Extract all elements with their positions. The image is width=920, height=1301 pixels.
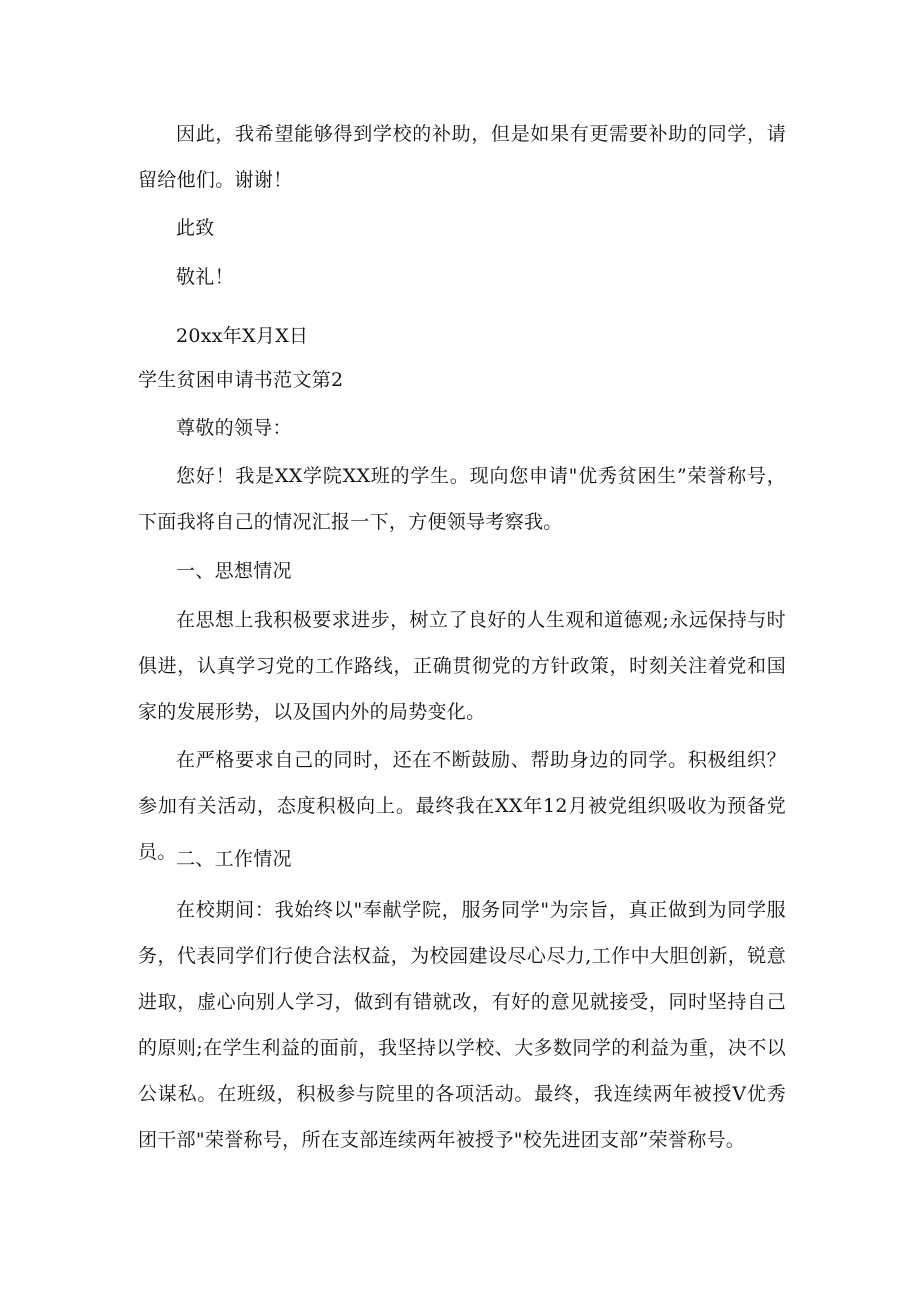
heading-thought: 一、思想情况 — [176, 560, 292, 582]
heading-work: 二、工作情况 — [176, 848, 292, 870]
paragraph-salutation-jingli: 敬礼！ — [176, 266, 234, 288]
paragraph-help-classmates: 在严格要求自己的同时，还在不断鼓励、帮助身边的同学。积极组织？参加有关活动，态度积极向上。最终我在XX年12月被党组织吸收为预备党员。 — [138, 749, 786, 863]
letter-date: 20xx年X月X日 — [176, 325, 309, 347]
paragraph-work: 在校期间：我始终以"奉献学院，服务同学"为宗旨，真正做到为同学服务，代表同学们行使合法权益，为校园建设尽心尽力,工作中大胆创新，锐意进取，虚心向别人学习，做到有错就改，有好的意见就接受，同时坚持自己的原则;在学生利益的面前，我坚持以学校、大多数同学的利益为重，决不以公谋私。在班级，积极参与院里的各项活动。最终，我连续两年被授V优秀团干部"荣誉称号，所在支部连续两年被授予"校先进团支部”荣誉称号。 — [138, 899, 786, 1151]
section-title: 学生贫困申请书范文第2 — [138, 369, 344, 391]
paragraph-intro: 您好！我是XX学院XX班的学生。现向您申请"优秀贫困生”荣誉称号，下面我将自己的情况汇报一下，方便领导考察我。 — [138, 465, 786, 533]
paragraph-greeting: 尊敬的领导： — [176, 417, 292, 439]
paragraph-closing-request: 因此，我希望能够得到学校的补助，但是如果有更需要补助的同学，请留给他们。谢谢！ — [138, 123, 786, 191]
paragraph-salutation-cizhi: 此致 — [176, 217, 215, 239]
paragraph-thought: 在思想上我积极要求进步，树立了良好的人生观和道德观;永远保持与时俱进，认真学习党的工作路线，正确贯彻党的方针政策，时刻关注着党和国家的发展形势，以及国内外的局势变化。 — [138, 609, 786, 723]
